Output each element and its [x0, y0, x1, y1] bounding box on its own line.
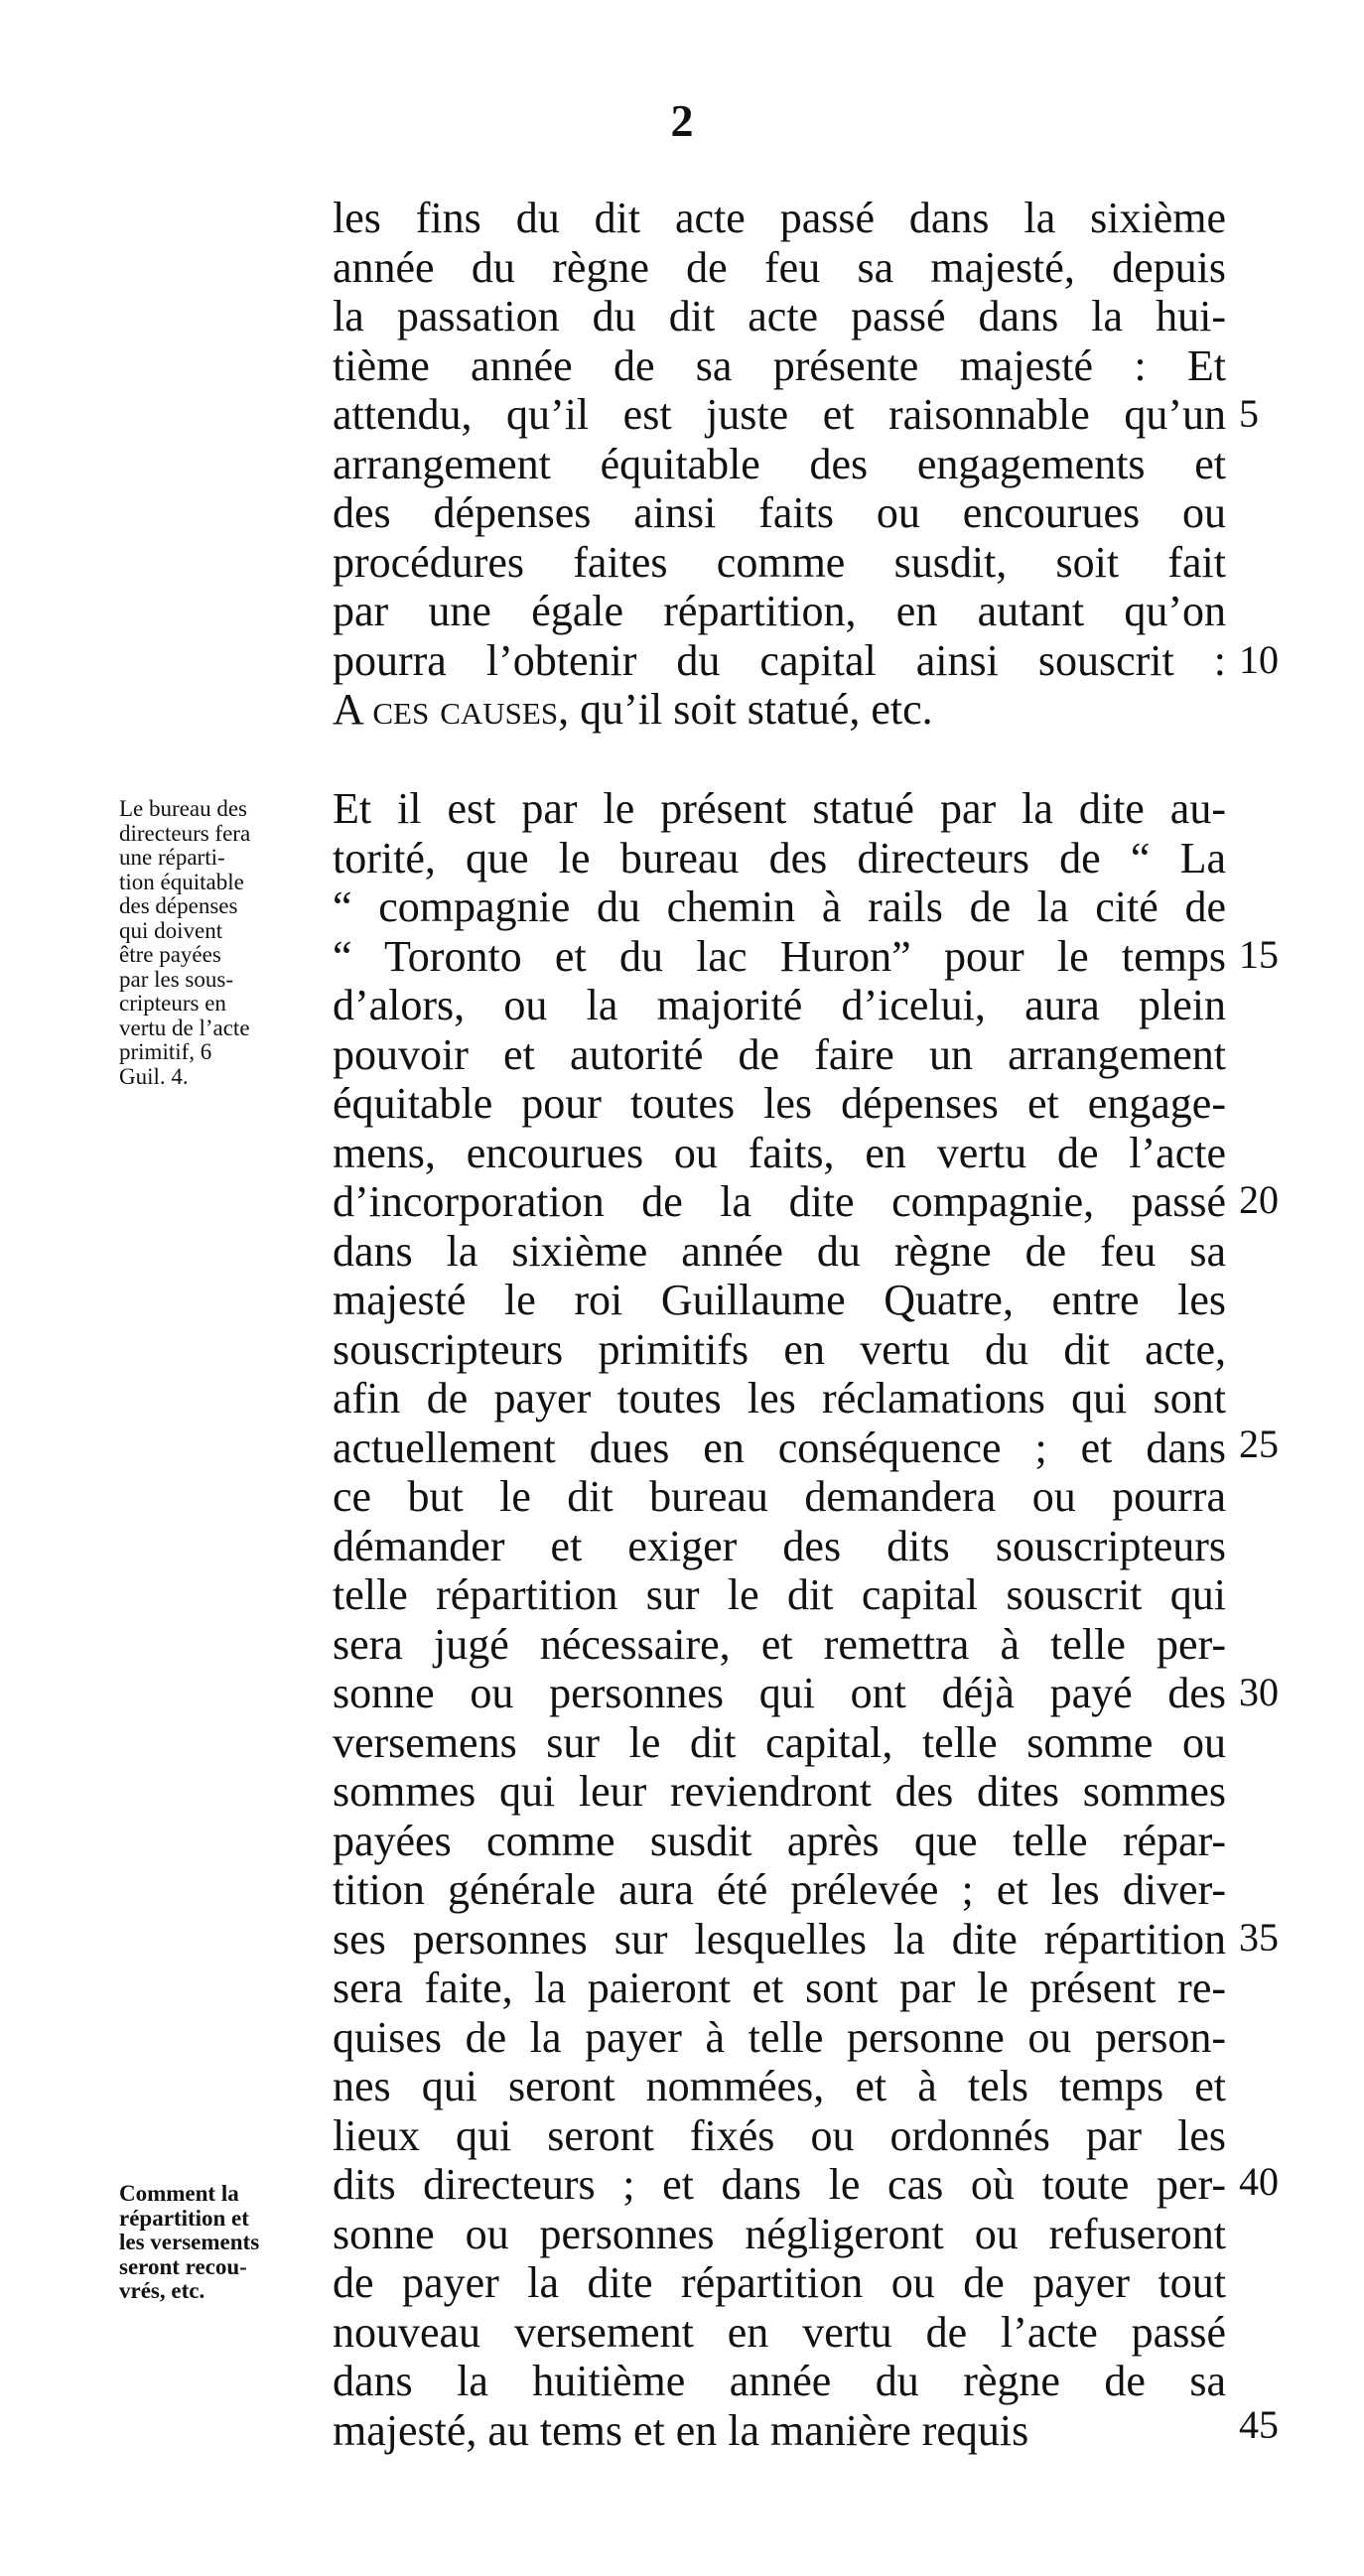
page-number: 2 — [670, 95, 694, 146]
small-caps-phrase: ces causes — [372, 685, 559, 734]
text-line: dans la sixième année du règne de feu sa — [333, 1226, 1226, 1276]
margin-note-line: directeurs fera — [119, 820, 251, 846]
text-line: ce but le dit bureau demandera ou pourra — [333, 1472, 1226, 1521]
text-line: des dépenses ainsi faits ou encourues ou — [333, 488, 1226, 537]
text-line: torité, que le bureau des directeurs de “ La — [333, 833, 1226, 882]
text-line: versemens sur le dit capital, telle somme ou — [333, 1717, 1226, 1767]
text-line: tième année de sa présente majesté : Et — [333, 340, 1226, 390]
text-line: de payer la dite répartition ou de payer tout — [333, 2258, 1226, 2307]
text-line: sommes qui leur reviendront des dites sommes — [333, 1767, 1226, 1816]
margin-note-line: cripteurs en — [119, 991, 226, 1016]
margin-note-line: être payées — [119, 942, 221, 967]
text-line: Et il est par le présent statué par la dite au- — [333, 784, 1226, 833]
text-line-enacting-clause — [333, 685, 1226, 735]
text-line: majesté, au tems et en la manière requis — [333, 2405, 1029, 2455]
margin-note-line: les versements — [119, 2230, 260, 2254]
text-line: souscripteurs primitifs en vertu du dit acte, — [333, 1324, 1226, 1374]
margin-note-line: qui doivent — [119, 917, 223, 943]
text-line: d’alors, ou la majorité d’icelui, aura plein — [333, 981, 1226, 1029]
margin-note-line: vertu de l’acte — [119, 1015, 250, 1040]
text-line: nes qui seront nommées, et à tels temps et — [333, 2062, 1226, 2110]
text-line: telle répartition sur le dit capital souscrit qui — [333, 1570, 1226, 1619]
margin-note-line: par les sous- — [119, 966, 233, 992]
text-line: dans la huitième année du règne de sa — [333, 2357, 1226, 2405]
text-line-start: A — [333, 685, 373, 734]
text-line: démander et exiger des dits souscripteurs — [333, 1521, 1226, 1570]
text-line: nouveau versement en vertu de l’acte passé — [333, 2307, 1226, 2357]
text-line: pouvoir et autorité de faire un arrangement — [333, 1029, 1226, 1079]
margin-note-line: vrés, etc. — [119, 2278, 205, 2303]
text-line: “ compagnie du chemin à rails de la cité de — [333, 882, 1226, 931]
text-line: procédures faites comme susdit, soit fait — [333, 537, 1226, 587]
text-line: sera jugé nécessaire, et remettra à telle per- — [333, 1619, 1226, 1669]
text-line: pourra l’obtenir du capital ainsi souscrit : — [333, 635, 1226, 685]
text-line: “ Toronto et du lac Huron” pour le temps — [333, 931, 1226, 981]
margin-note-line: Le bureau des — [119, 796, 247, 821]
line-number: 10 — [1239, 637, 1279, 682]
text-line: payées comme susdit après que telle répar- — [333, 1816, 1226, 1865]
paragraph-preamble — [333, 194, 1226, 735]
text-line: sonne ou personnes négligeront ou refuseront — [333, 2209, 1226, 2258]
text-line: majesté le roi Guillaume Quatre, entre les — [333, 1276, 1226, 1324]
text-line: tition générale aura été prélevée ; et les diver- — [333, 1865, 1226, 1914]
text-line: lieux qui seront fixés ou ordonnés par les — [333, 2110, 1226, 2160]
paragraph-enactment — [333, 784, 1226, 2455]
line-number: 5 — [1239, 391, 1259, 436]
line-number: 35 — [1239, 1915, 1279, 1960]
text-line: équitable pour toutes les dépenses et engage- — [333, 1079, 1226, 1128]
text-line: attendu, qu’il est juste et raisonnable qu’un — [333, 390, 1226, 439]
margin-note-line: tion équitable — [119, 869, 244, 894]
line-number: 20 — [1239, 1177, 1279, 1222]
line-number: 45 — [1239, 2402, 1279, 2447]
text-line: sera faite, la paieront et sont par le présent re- — [333, 1964, 1226, 2012]
text-line: mens, encourues ou faits, en vertu de l’acte — [333, 1128, 1226, 1177]
text-line: dits directeurs ; et dans le cas où toute per- — [333, 2160, 1226, 2209]
margin-note-distribution — [119, 797, 323, 1089]
margin-note-line: des dépenses — [119, 893, 238, 918]
margin-note-recovery — [119, 2182, 323, 2304]
text-line: d’incorporation de la dite compagnie, passé — [333, 1177, 1226, 1226]
line-number: 30 — [1239, 1670, 1279, 1714]
margin-note-line: Comment la — [119, 2181, 239, 2206]
margin-note-line: une réparti- — [119, 845, 225, 870]
margin-note-line: Guil. 4. — [119, 1063, 189, 1089]
line-number: 15 — [1239, 932, 1279, 977]
text-line: ses personnes sur lesquelles la dite répartition — [333, 1914, 1226, 1964]
text-line: par une égale répartition, en autant qu’on — [333, 587, 1226, 635]
line-number: 40 — [1239, 2159, 1279, 2204]
margin-note-line: primitif, 6 — [119, 1039, 212, 1064]
line-number: 25 — [1239, 1422, 1279, 1466]
text-line: les fins du dit acte passé dans la sixième — [333, 194, 1226, 242]
margin-note-line: répartition et — [119, 2205, 249, 2231]
text-line: actuellement dues en conséquence ; et dans — [333, 1423, 1226, 1472]
text-line: année du règne de feu sa majesté, depuis — [333, 242, 1226, 292]
text-line-rest: , qu’il soit statué, etc. — [558, 685, 933, 734]
text-line: quises de la payer à telle personne ou person- — [333, 2012, 1226, 2062]
text-line: la passation du dit acte passé dans la hui- — [333, 292, 1226, 340]
text-line: afin de payer toutes les réclamations qui sont — [333, 1374, 1226, 1423]
text-line: arrangement équitable des engagements et — [333, 439, 1226, 488]
text-line: sonne ou personnes qui ont déjà payé des — [333, 1669, 1226, 1717]
margin-note-line: seront recou- — [119, 2253, 247, 2279]
